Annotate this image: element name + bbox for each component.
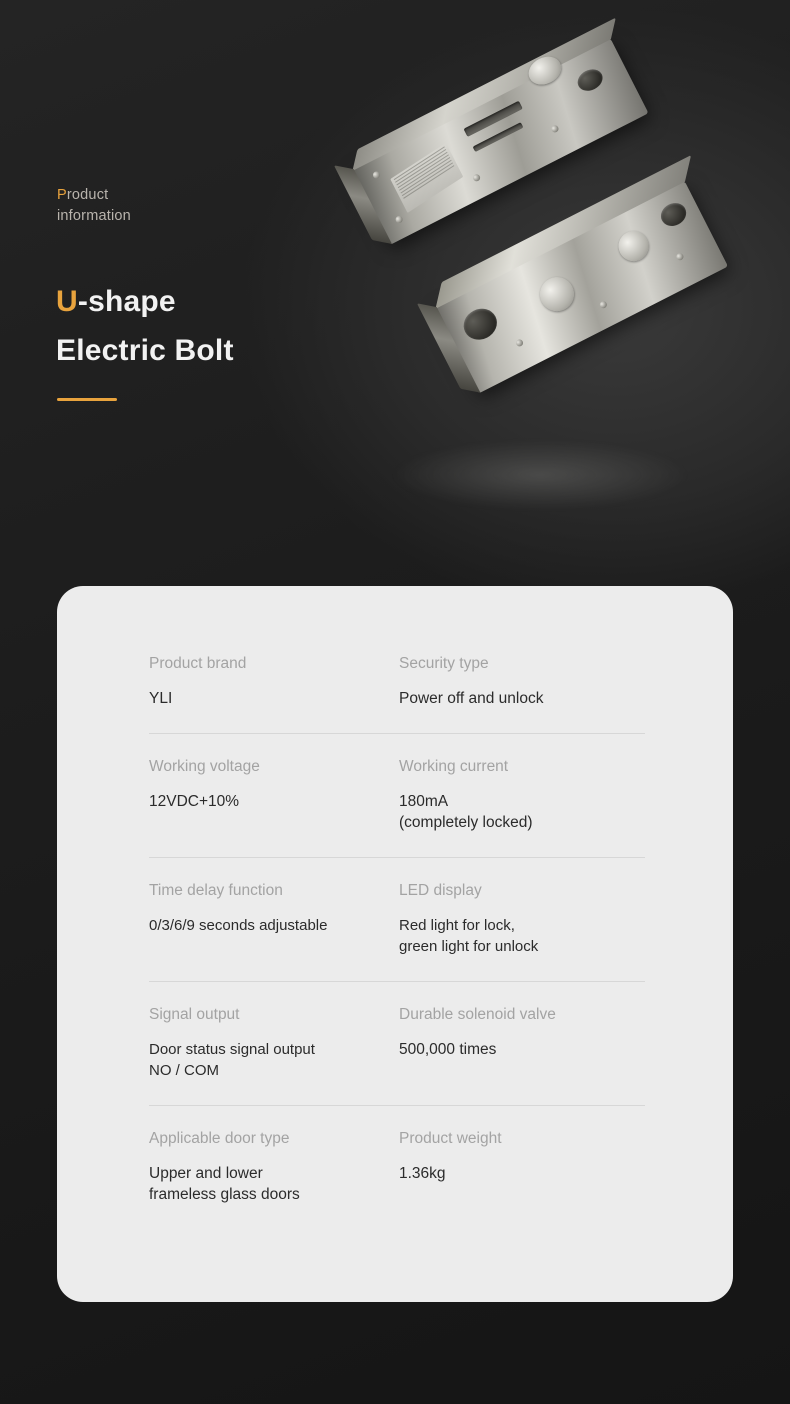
bolt-front-screw-2	[599, 300, 608, 309]
row-divider	[149, 733, 645, 734]
spec-cell-left	[149, 881, 397, 957]
page-title	[56, 277, 234, 375]
product-photo	[330, 140, 750, 500]
bolt-back-top-face	[352, 18, 615, 171]
bolt-front-screw-1	[515, 338, 524, 347]
spec-cell-right	[397, 881, 645, 957]
bolt-back-screw-4	[550, 124, 559, 133]
spec-key: Applicable door type	[149, 1130, 290, 1147]
eyebrow-accent-letter: P	[57, 187, 67, 203]
spec-value: 500,000 times	[399, 1041, 497, 1058]
spec-key: Time delay function	[149, 882, 283, 899]
spec-value: Red light for lock, green light for unlock	[399, 917, 539, 955]
accent-rule	[57, 398, 117, 401]
table-row	[149, 857, 645, 981]
row-divider	[149, 1105, 645, 1106]
table-row	[149, 733, 645, 857]
photo-reflection	[390, 440, 690, 510]
spec-value: 12VDC+10%	[149, 793, 240, 810]
eyebrow-line2: information	[57, 208, 131, 224]
bolt-front-button	[534, 271, 580, 317]
bolt-front-body	[435, 181, 728, 394]
bolt-back-screw-3	[472, 173, 481, 182]
bolt-back-screw-2	[394, 215, 403, 224]
spec-cell-right	[397, 654, 645, 709]
title-line1: -shape	[77, 285, 176, 318]
spec-cell-left	[149, 757, 397, 833]
table-row	[149, 1105, 645, 1229]
spec-value: YLI	[149, 690, 173, 707]
spec-key: Security type	[399, 655, 489, 672]
spec-value: Door status signal output NO / COM	[149, 1041, 315, 1079]
spec-key: Product brand	[149, 655, 247, 672]
specifications-table	[149, 654, 645, 1229]
eyebrow-label	[57, 185, 131, 227]
hero-section	[0, 0, 790, 560]
spec-cell-right	[397, 1005, 645, 1081]
specifications-card	[57, 586, 733, 1302]
table-row	[149, 654, 645, 733]
table-row	[149, 981, 645, 1105]
spec-key: Product weight	[399, 1130, 502, 1147]
bolt-front-hole-2	[657, 199, 690, 230]
spec-key: LED display	[399, 882, 482, 899]
spec-value: Power off and unlock	[399, 690, 544, 707]
spec-cell-right	[397, 757, 645, 833]
spec-cell-right	[397, 1129, 645, 1205]
spec-value: 1.36kg	[399, 1165, 446, 1182]
bolt-front-screw-3	[675, 252, 684, 261]
bolt-back-end-cap	[334, 165, 392, 244]
spec-key: Signal output	[149, 1006, 240, 1023]
bolt-front-dome	[613, 226, 653, 266]
spec-cell-left	[149, 1005, 397, 1081]
spec-key: Working current	[399, 758, 509, 775]
spec-key: Durable solenoid valve	[399, 1006, 556, 1023]
spec-value: Upper and lower frameless glass doors	[149, 1165, 300, 1203]
spec-key: Working voltage	[149, 758, 260, 775]
row-divider	[149, 981, 645, 982]
spec-cell-left	[149, 654, 397, 709]
spec-cell-left	[149, 1129, 397, 1205]
eyebrow-line1: roduct	[66, 187, 109, 203]
row-divider	[149, 857, 645, 858]
spec-value: 0/3/6/9 seconds adjustable	[149, 917, 328, 934]
bolt-back-hole	[574, 65, 606, 95]
bolt-front-hole-1	[458, 303, 502, 345]
bolt-back-screw-1	[372, 170, 381, 179]
title-accent-letter: U	[56, 285, 78, 318]
bolt-back-label	[390, 143, 463, 213]
title-line2: Electric Bolt	[56, 334, 234, 367]
spec-value: 180mA (completely locked)	[399, 793, 533, 831]
